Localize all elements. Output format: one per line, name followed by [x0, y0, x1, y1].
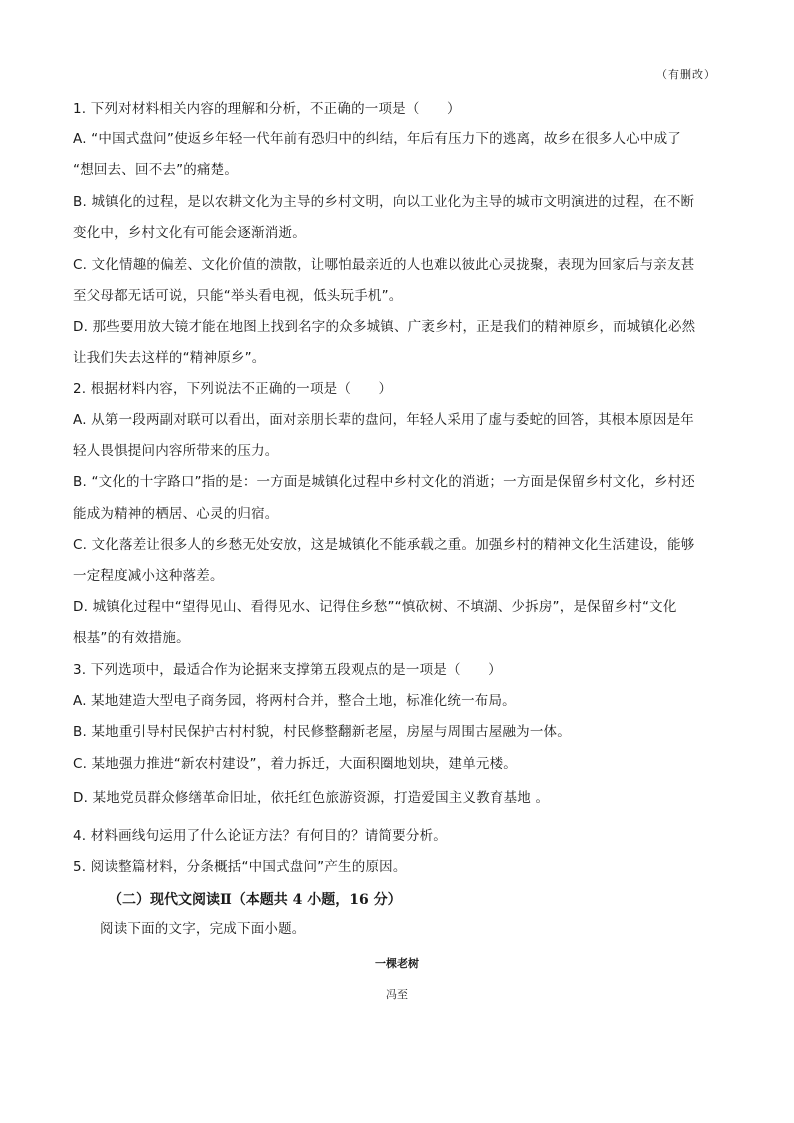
question-2-option-c-line-2: 一定程度减小这种落差。 [73, 568, 224, 584]
question-2-option-d-line-2: 根基”的有效措施。 [73, 630, 190, 646]
question-1-stem: 1. 下列对材料相关内容的理解和分析，不正确的一项是（ ） [73, 101, 461, 117]
question-3-stem: 3. 下列选项中，最适合作为论据来支撑第五段观点的是一项是（ ） [73, 662, 502, 678]
question-1-option-d-line-2: 让我们失去这样的“精神原乡”。 [73, 350, 266, 366]
question-2-option-a-line-2: 轻人畏惧提问内容所带来的压力。 [73, 443, 279, 459]
question-1-option-c-line-1: C. 文化情趣的偏差、文化价值的溃散，让哪怕最亲近的人也难以彼此心灵拢聚，表现为回家后与亲友甚 [73, 257, 695, 273]
question-2-option-d-line-1: D. 城镇化过程中“望得见山、看得见水、记得住乡愁”“慎砍树、不填湖、少拆房”，是保留乡村“文化 [73, 599, 677, 615]
article-title: 一棵老树 [375, 957, 419, 970]
reading-instruction: 阅读下面的文字，完成下面小题。 [100, 921, 306, 937]
question-3-option-b: B. 某地重引导村民保护古村村貌，村民修整翻新老屋，房屋与周围古屋融为一体。 [73, 724, 571, 740]
question-1-option-a-line-2: “想回去、回不去”的痛楚。 [73, 162, 239, 178]
question-3-option-d: D. 某地党员群众修缮革命旧址，依托红色旅游资源，打造爱国主义教育基地 。 [73, 790, 550, 806]
question-2-option-b-line-1: B. “文化的十字路口”指的是：一方面是城镇化过程中乡村文化的消逝；一方面是保留乡村文化，乡村还 [73, 474, 695, 490]
question-5-stem: 5. 阅读整篇材料，分条概括“中国式盘问”产生的原因。 [73, 859, 407, 875]
question-1-option-b-line-1: B. 城镇化的过程，是以农耕文化为主导的乡村文明，向以工业化为主导的城市文明演进的过程，在不断 [73, 194, 695, 210]
question-2-option-c-line-1: C. 文化落差让很多人的乡愁无处安放，这是城镇化不能承载之重。加强乡村的精神文化生活建设，能够 [73, 537, 695, 553]
question-1-option-a-line-1: A. “中国式盘问”使返乡年轻一代年前有恐归中的纠结，年后有压力下的逃离，故乡在很多人心中成了 [73, 131, 681, 147]
question-2-option-a-line-1: A. 从第一段两副对联可以看出，面对亲朋长辈的盘问，年轻人采用了虚与委蛇的回答，其根本原因是年 [73, 412, 694, 428]
question-3-option-a: A. 某地建造大型电子商务园，将两村合并，整合土地，标准化统一布局。 [73, 693, 516, 709]
question-4-stem: 4. 材料画线句运用了什么论证方法？有何目的？请简要分析。 [73, 828, 447, 844]
question-3-option-c: C. 某地强力推进“新农村建设”，着力拆迁，大面积圈地划块，建单元楼。 [73, 756, 517, 772]
question-1-option-d-line-1: D. 那些要用放大镜才能在地图上找到名字的众多城镇、广袤乡村，正是我们的精神原乡，而城镇化必然 [73, 319, 696, 335]
question-1-option-b-line-2: 变化中，乡村文化有可能会逐渐消逝。 [73, 225, 306, 241]
revision-note: （有删改） [656, 68, 716, 81]
question-2-stem: 2. 根据材料内容，下列说法不正确的一项是（ ） [73, 381, 393, 397]
section-heading: （二）现代文阅读Ⅱ（本题共 4 小题，16 分） [108, 892, 402, 908]
article-author: 冯至 [386, 988, 408, 1001]
question-2-option-b-line-2: 能成为精神的栖居、心灵的归宿。 [73, 506, 279, 522]
question-1-option-c-line-2: 至父母都无话可说，只能“举头看电视，低头玩手机”。 [73, 288, 403, 304]
